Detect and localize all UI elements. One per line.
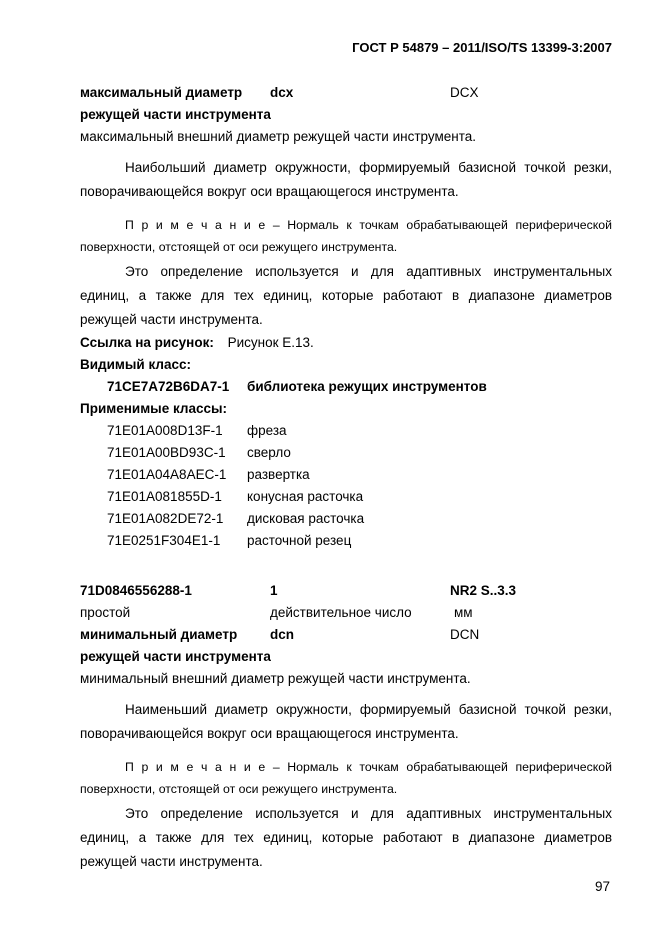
- attribute-format: NR2 S..3.3: [450, 583, 517, 598]
- figure-reference-line: [80, 332, 612, 354]
- usage-paragraph: Это определение используется и для адаптивных инструментальных единиц, а также для тех единиц, которые работают в диапазоне диаметров режущей части инструмента.: [80, 806, 612, 869]
- note-text: – Нормаль к точкам обрабатывающей периферической поверхности, отстоящей от оси режущего инструмента.: [80, 218, 612, 254]
- page-number: 97: [594, 879, 610, 894]
- entry-max-diameter: [80, 82, 612, 552]
- applicable-class-name: сверло: [247, 445, 291, 460]
- term-name-line2: режущей части инструмента: [80, 107, 271, 122]
- term-row: [80, 82, 612, 104]
- applicable-class-code: 71E0251F304E1-1: [107, 533, 221, 548]
- applicable-class-name: конусная расточка: [247, 489, 364, 504]
- applicable-class-code: 71E01A04A8AEC-1: [107, 467, 227, 482]
- description-paragraph: Наименьший диаметр окружности, формируемый базисной точкой резки, поворачивающейся вокруг оси вращающегося инструмента.: [80, 702, 612, 741]
- term-code: DCX: [450, 85, 479, 100]
- note-label: П р и м е ч а н и е: [125, 760, 266, 774]
- definition-text: минимальный внешний диаметр режущей части инструмента.: [80, 671, 471, 686]
- term-symbol: dcn: [270, 627, 295, 642]
- applicable-class-code: 71E01A00BD93C-1: [107, 445, 226, 460]
- visible-class-code: 71CE7A72B6DA7-1: [107, 379, 230, 394]
- description-paragraph: Наибольший диаметр окружности, формируемый базисной точкой резки, поворачивающейся вокруг оси вращающегося инструмента.: [80, 160, 612, 199]
- term-name: минимальный диаметр: [80, 627, 238, 642]
- attribute-kind-row: [80, 602, 612, 624]
- applicable-class-row: [107, 464, 612, 486]
- term-code: DCN: [450, 627, 480, 642]
- applicable-class-code: 71E01A081855D-1: [107, 489, 222, 504]
- applicable-class-row: [107, 486, 612, 508]
- entry-min-diameter: [80, 580, 612, 874]
- attribute-unit: мм: [454, 605, 473, 620]
- applicable-classes-label: Применимые классы:: [80, 401, 228, 416]
- attribute-datatype: действительное число: [270, 605, 412, 620]
- attribute-id: 71D0846556288-1: [80, 583, 192, 598]
- applicable-class-code: 71E01A082DE72-1: [107, 511, 224, 526]
- note-paragraph: [80, 756, 612, 800]
- usage-paragraph: Это определение используется и для адаптивных инструментальных единиц, а также для тех единиц, которые работают в диапазоне диаметров режущей части инструмента.: [80, 264, 612, 327]
- term-name: максимальный диаметр: [80, 85, 243, 100]
- term-row: [80, 624, 612, 646]
- note-paragraph: [80, 214, 612, 258]
- applicable-class-row: [107, 420, 612, 442]
- attribute-kind: простой: [80, 605, 131, 620]
- term-symbol: dcx: [270, 85, 294, 100]
- applicable-class-name: фреза: [247, 423, 287, 438]
- visible-class-label: Видимый класс:: [80, 357, 191, 372]
- applicable-class-row: [107, 442, 612, 464]
- attribute-id-row: [80, 580, 612, 602]
- applicable-class-row: [107, 508, 612, 530]
- visible-class-name: библиотека режущих инструментов: [247, 379, 487, 394]
- term-name-line2: режущей части инструмента: [80, 649, 271, 664]
- applicable-class-name: расточной резец: [247, 533, 352, 548]
- applicable-class-name: дисковая расточка: [247, 511, 365, 526]
- figure-reference-value: Рисунок Е.13.: [227, 335, 314, 350]
- note-label: П р и м е ч а н и е: [125, 218, 266, 232]
- applicable-class-row: [107, 530, 612, 552]
- figure-reference-label: Ссылка на рисунок:: [80, 335, 214, 350]
- attribute-seq: 1: [270, 583, 278, 598]
- applicable-class-name: развертка: [247, 467, 310, 482]
- standard-designation-header: ГОСТ Р 54879 – 2011/ISO/TS 13399-3:2007: [352, 40, 612, 55]
- visible-class-row: [107, 376, 612, 398]
- applicable-class-code: 71E01A008D13F-1: [107, 423, 223, 438]
- definition-text: максимальный внешний диаметр режущей части инструмента.: [80, 129, 476, 144]
- note-text: – Нормаль к точкам обрабатывающей периферической поверхности, отстоящей от оси режущего инструмента.: [80, 760, 612, 796]
